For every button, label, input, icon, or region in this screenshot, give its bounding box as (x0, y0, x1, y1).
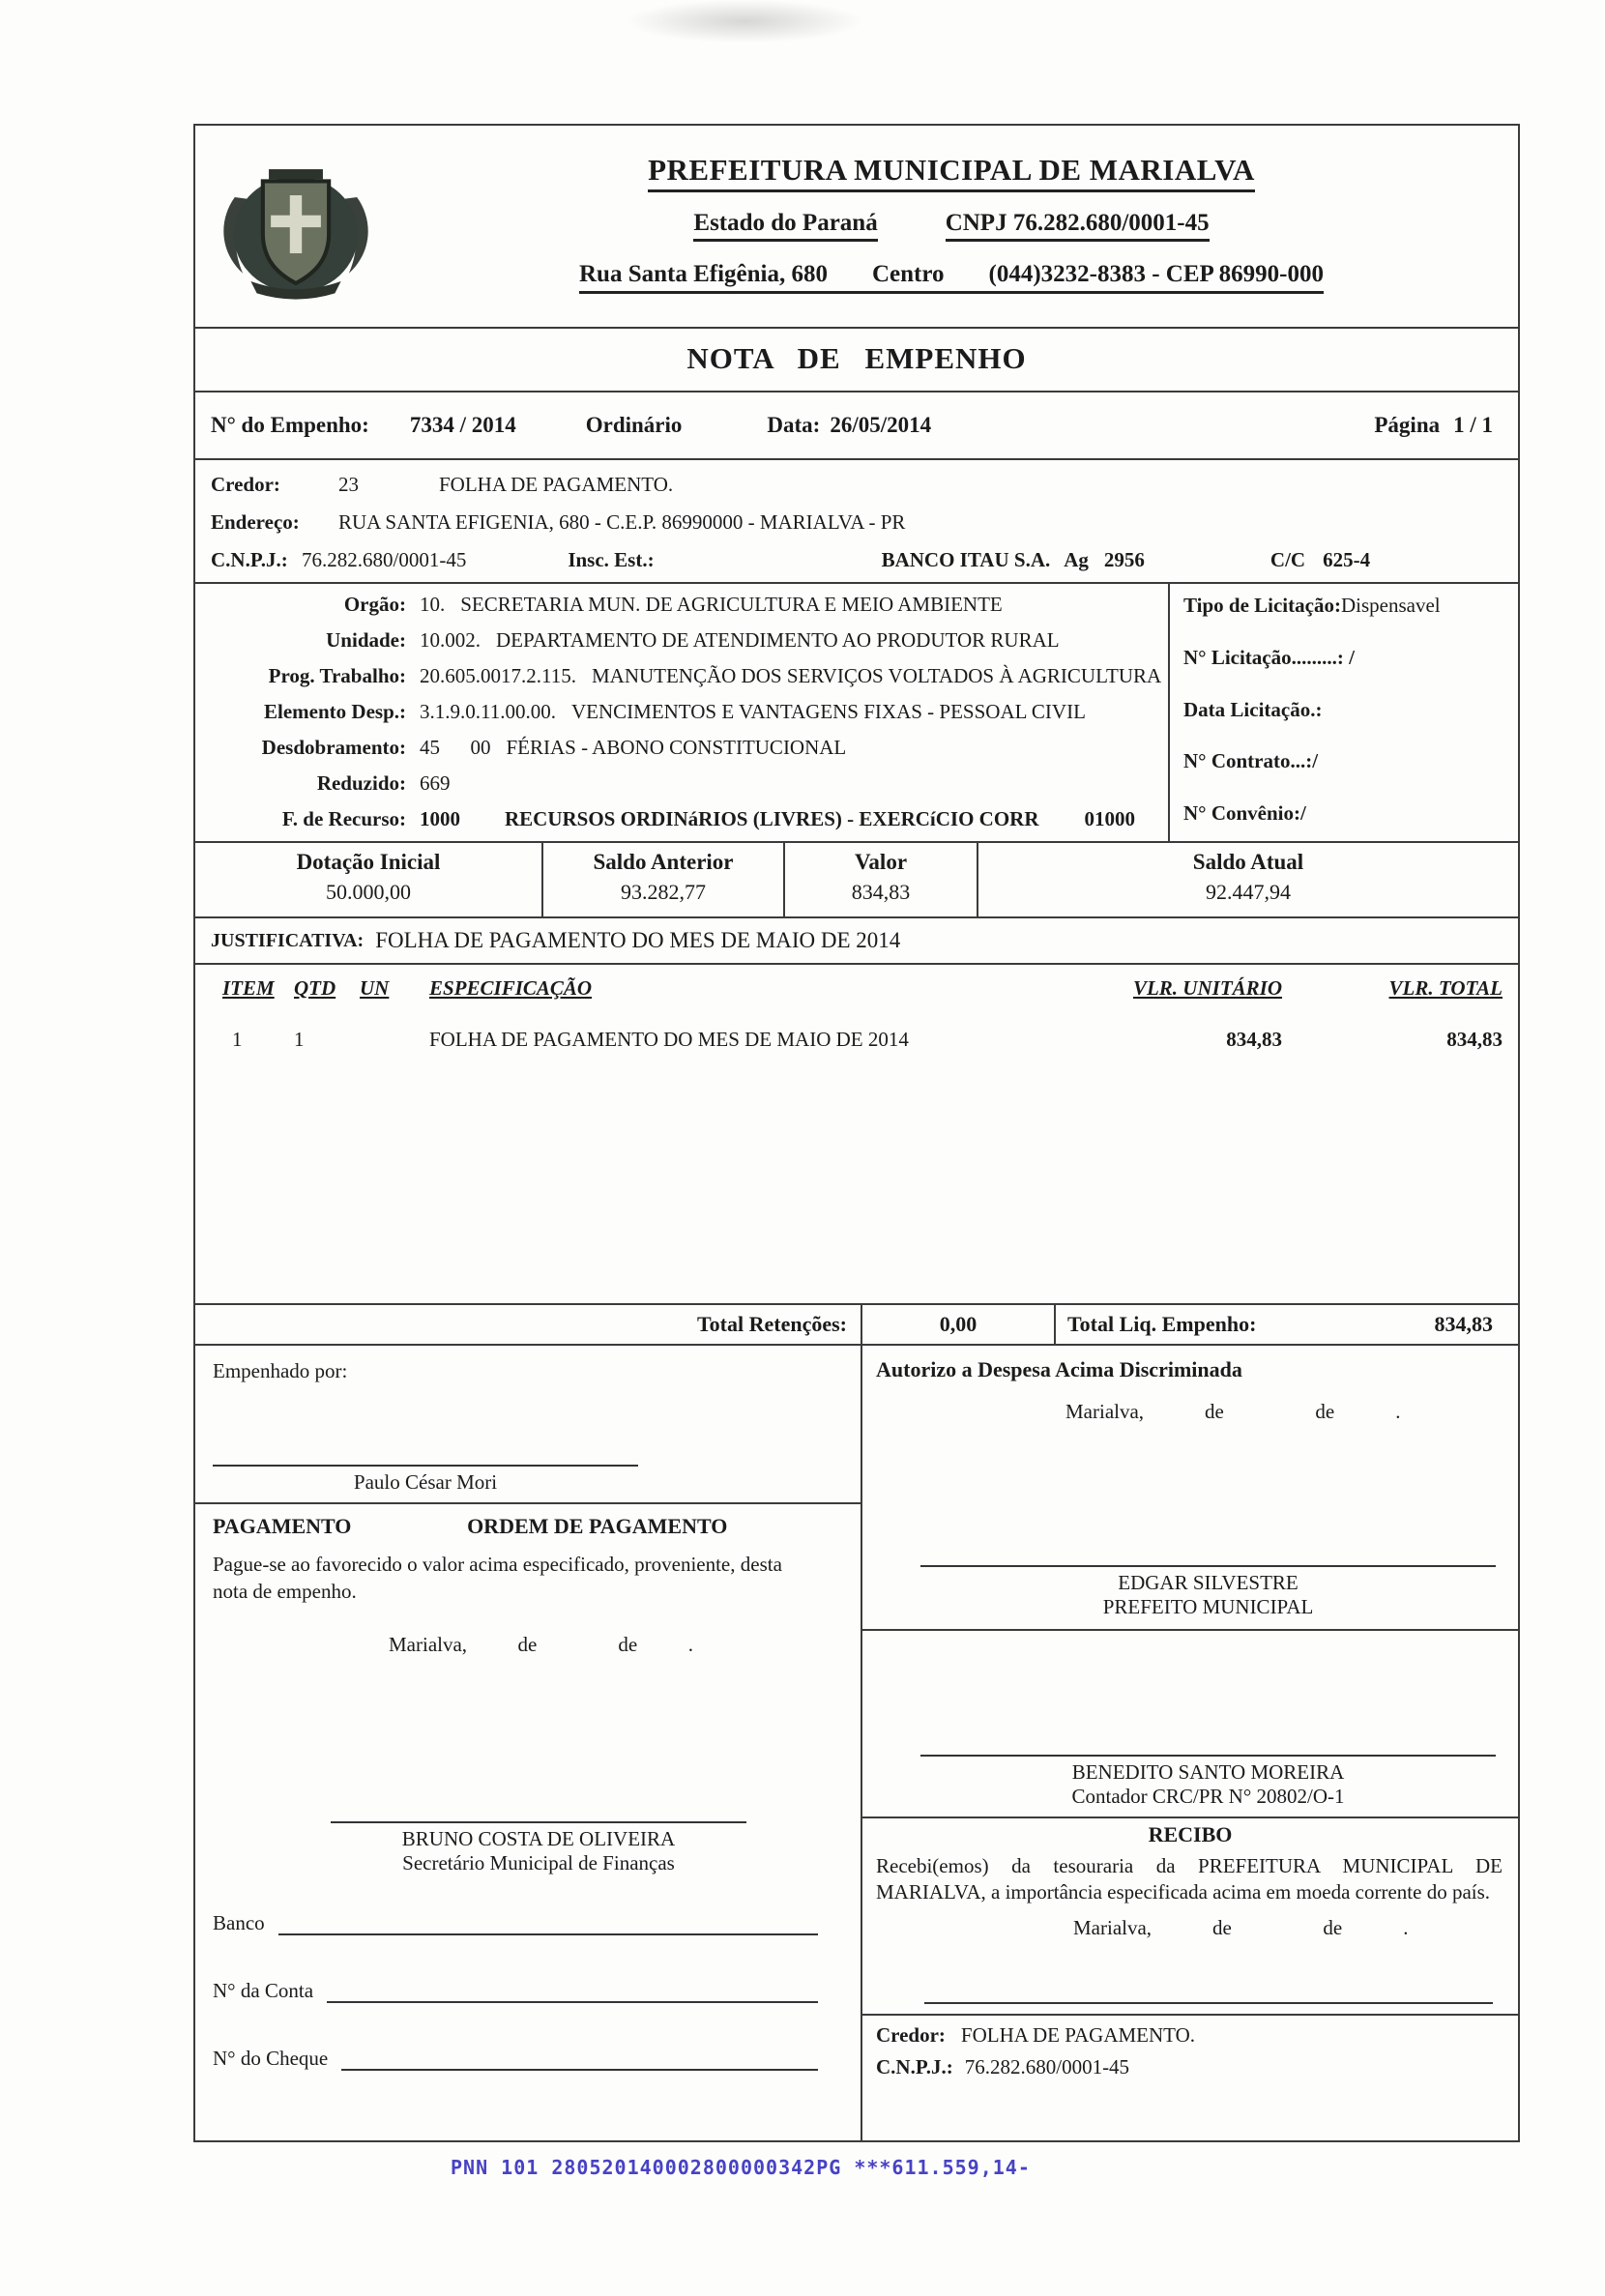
budget-row-orgao (195, 587, 1168, 623)
recibo-cnpj-value: 76.282.680/0001-45 (964, 2054, 1130, 2078)
empenho-number-label: N° do Empenho: (211, 413, 369, 437)
dot-matrix-footer-code: PNN 101 280520140002800000342PG ***611.559,14- (451, 2156, 1031, 2179)
bank-name: BANCO ITAU S.A. (881, 548, 1051, 571)
org-state: Estado do Paraná (693, 210, 877, 242)
fonte-recurso-extra-code: 01000 (1084, 807, 1135, 830)
accountant-role: Contador CRC/PR N° 20802/O-1 (1071, 1785, 1345, 1808)
conta-field (213, 1976, 818, 2003)
budget-row-elemento (195, 694, 1168, 730)
recibo-text: Recebi(emos) da tesouraria da PREFEITURA MUNICIPAL DE MARIALVA, a importância especificada acima em moeda corrente do país. (876, 1854, 1503, 1904)
item-un (360, 1028, 429, 1052)
orgao-desc: SECRETARIA MUN. DE AGRICULTURA E MEIO AMBIENTE (460, 593, 1003, 616)
creditor-cnpj-row (195, 541, 1518, 579)
left-city-date-line: Marialva, de de . (389, 1632, 693, 1656)
autorizo-city-date-line: Marialva, de de . (1065, 1400, 1401, 1423)
page-label: Página (1374, 413, 1441, 437)
autorizo-title: Autorizo a Despesa Acima Discriminada (876, 1357, 1242, 1381)
agency-number: 2956 (1103, 548, 1145, 571)
budget-section (195, 584, 1518, 843)
budget-row-unidade (195, 623, 1168, 658)
justificativa-text: FOLHA DE PAGAMENTO DO MES DE MAIO DE 2014 (375, 928, 901, 952)
org-district: Centro (871, 261, 945, 287)
recibo-creditor-block (862, 2016, 1518, 2079)
prog-trabalho-label: Prog. Trabalho: (268, 664, 406, 687)
total-liq-cell (1056, 1305, 1518, 1344)
dotacao-inicial-header: Dotação Inicial (296, 850, 441, 874)
org-phone-cep: (044)3232-8383 - CEP 86990-000 (988, 261, 1324, 287)
licitacao-tipo-label: Tipo de Licitação: (1183, 594, 1341, 617)
right-signatures-panel (862, 1346, 1518, 2140)
saldo-anterior-header: Saldo Anterior (593, 850, 734, 874)
fonte-recurso-desc: RECURSOS ORDINáRIOS (LIVRES) - EXERCíCIO CORR (505, 807, 1039, 830)
unidade-desc: DEPARTAMENTO DE ATENDIMENTO AO PRODUTOR RURAL (496, 628, 1060, 652)
licitacao-panel (1170, 584, 1518, 841)
item-espec: FOLHA DE PAGAMENTO DO MES DE MAIO DE 2014 (429, 1028, 909, 1051)
values-table (195, 843, 1518, 918)
creditor-label: Credor: (211, 473, 280, 496)
recibo-creditor-label: Credor: (876, 2022, 946, 2047)
saldo-anterior-cell (543, 843, 785, 916)
creditor-row (195, 466, 1518, 504)
nota-de-empenho-document (193, 124, 1520, 2142)
contrato-numero: N° Contrato...:/ (1183, 749, 1319, 773)
item-col-header: ITEM (222, 976, 275, 1000)
cheque-field (213, 2044, 818, 2071)
unidade-label: Unidade: (326, 628, 406, 652)
crest-icon (211, 139, 381, 309)
org-address-line (579, 261, 1324, 294)
fonte-recurso-label: F. de Recurso: (281, 807, 406, 830)
valor-header: Valor (854, 850, 908, 874)
reduzido-label: Reduzido: (316, 771, 406, 795)
org-name: PREFEITURA MUNICIPAL DE MARIALVA (648, 153, 1255, 192)
header-text-block (385, 126, 1518, 327)
account-number: 625-4 (1323, 548, 1371, 571)
convenio-numero: N° Convênio:/ (1183, 801, 1306, 825)
scan-artifact (628, 0, 861, 43)
desdobramento-code: 45 00 (420, 736, 491, 759)
mayor-role: PREFEITO MUNICIPAL (1102, 1595, 1314, 1618)
cheque-label: N° do Cheque (213, 2046, 329, 2070)
item-number: 1 (232, 1028, 243, 1051)
un-col-header: UN (360, 976, 390, 1000)
ordem-pagamento-text: Pague-se ao favorecido o valor acima especificado, proveniente, desta nota de empenho. (213, 1553, 782, 1604)
dotacao-inicial-value: 50.000,00 (326, 880, 411, 904)
conta-label: N° da Conta (213, 1978, 314, 2002)
divider (862, 1629, 1518, 1631)
empenhado-por-label: Empenhado por: (213, 1359, 348, 1382)
total-retencoes-label: Total Retenções: (195, 1305, 862, 1344)
desdobramento-desc: FÉRIAS - ABONO CONSTITUCIONAL (506, 736, 847, 759)
creditor-name: FOLHA DE PAGAMENTO. (439, 473, 674, 496)
prog-trabalho-desc: MANUTENÇÃO DOS SERVIÇOS VOLTADOS À AGRICULTURA (591, 664, 1162, 687)
signature-line-recibo (924, 2002, 1493, 2004)
licitacao-numero: N° Licitação.........: / (1183, 645, 1355, 669)
conta-blank-line (327, 1980, 818, 2003)
items-table (195, 965, 1518, 1305)
items-header-row (195, 976, 1518, 1001)
address-label: Endereço: (211, 510, 300, 534)
recibo-cnpj-label: C.N.P.J.: (876, 2054, 953, 2078)
budget-row-fonte-recurso (195, 801, 1168, 837)
item-vlr-unitario: 834,83 (1226, 1028, 1282, 1051)
org-street: Rua Santa Efigênia, 680 (578, 261, 828, 287)
espec-col-header: ESPECIFICAÇÃO (429, 976, 593, 1000)
budget-row-reduzido (195, 766, 1168, 801)
municipal-crest-logo (211, 139, 381, 309)
empenhado-signer-name: Paulo César Mori (353, 1470, 498, 1494)
org-cnpj: CNPJ 76.282.680/0001-45 (946, 210, 1210, 242)
item-qtd: 1 (294, 1028, 305, 1051)
accountant-name: BENEDITO SANTO MOREIRA (1071, 1760, 1345, 1784)
saldo-atual-cell (978, 843, 1518, 916)
elemento-label: Elemento Desp.: (264, 700, 406, 723)
total-liq-label: Total Liq. Empenho: (1067, 1312, 1257, 1336)
empenho-type: Ordinário (585, 413, 683, 437)
totals-row (195, 1305, 1518, 1346)
creditor-section (195, 460, 1518, 584)
signatures-section (195, 1346, 1518, 2140)
budget-row-prog-trabalho (195, 658, 1168, 694)
budget-row-desdobramento (195, 730, 1168, 766)
dotacao-inicial-cell (195, 843, 543, 916)
left-signatures-panel (195, 1346, 862, 2140)
creditor-cnpj: 76.282.680/0001-45 (302, 548, 467, 571)
licitacao-tipo-row (1183, 594, 1504, 618)
banco-label: Banco (213, 1910, 265, 1934)
document-title: NOTA DE EMPENHO (195, 329, 1518, 392)
org-state-cnpj-line (385, 210, 1518, 242)
insc-est-label: Insc. Est.: (568, 548, 655, 571)
elemento-desc: VENCIMENTOS E VANTAGENS FIXAS - PESSOAL CIVIL (570, 700, 1086, 723)
recibo-creditor-name: FOLHA DE PAGAMENTO. (960, 2022, 1196, 2047)
finance-secretary-name: BRUNO COSTA DE OLIVEIRA (401, 1826, 676, 1850)
recibo-title: RECIBO (1148, 1822, 1233, 1846)
licitacao-tipo-value: Dispensavel (1340, 594, 1441, 617)
pagamento-header-row (195, 1504, 861, 1539)
unidade-code: 10.002. (420, 628, 481, 652)
empenho-date: 26/05/2014 (830, 413, 932, 437)
qtd-col-header: QTD (294, 976, 336, 1000)
account-label: C/C (1269, 548, 1306, 571)
saldo-atual-header: Saldo Atual (1192, 850, 1304, 874)
elemento-code: 3.1.9.0.11.00.00. (420, 700, 556, 723)
saldo-atual-value: 92.447,94 (1206, 880, 1291, 904)
justificativa-label: JUSTIFICATIVA: (211, 929, 365, 951)
total-retencoes-value: 0,00 (862, 1305, 1056, 1344)
vlr-unitario-col-header: VLR. UNITÁRIO (1132, 976, 1282, 1000)
banco-field (213, 1908, 818, 1935)
fonte-recurso-code: 1000 (420, 807, 460, 830)
agency-label: Ag (1064, 548, 1089, 571)
ordem-pagamento-title: ORDEM DE PAGAMENTO (467, 1514, 728, 1538)
empenho-number: 7334 / 2014 (409, 413, 516, 437)
cnpj-label: C.N.P.J.: (211, 548, 288, 571)
valor-cell (785, 843, 978, 916)
orgao-label: Orgão: (343, 593, 406, 616)
page-number: 1 / 1 (1453, 413, 1493, 437)
justificativa-row (195, 918, 1518, 965)
cheque-blank-line (341, 2048, 818, 2071)
orgao-code: 10. (420, 593, 446, 616)
item-vlr-total: 834,83 (1446, 1028, 1503, 1051)
prog-trabalho-code: 20.605.0017.2.115. (420, 664, 576, 687)
vlr-total-col-header: VLR. TOTAL (1388, 976, 1503, 1000)
mayor-name: EDGAR SILVESTRE (1118, 1571, 1299, 1594)
saldo-anterior-value: 93.282,77 (621, 880, 706, 904)
empenho-header-row (195, 392, 1518, 460)
creditor-address: RUA SANTA EFIGENIA, 680 - C.E.P. 86990000 - MARIALVA - PR (338, 510, 906, 534)
total-liq-value: 834,83 (1434, 1312, 1493, 1336)
banco-blank-line (278, 1912, 818, 1935)
reduzido-code: 669 (420, 771, 451, 795)
document-header (195, 126, 1518, 329)
desdobramento-label: Desdobramento: (261, 736, 406, 759)
recibo-city-date-line: Marialva, de de . (1073, 1915, 1409, 1939)
empenho-date-label: Data: (767, 413, 821, 437)
pagamento-title: PAGAMENTO (213, 1514, 352, 1538)
licitacao-data: Data Licitação.: (1183, 697, 1323, 721)
budget-classification (195, 584, 1170, 841)
creditor-address-row (195, 504, 1518, 541)
creditor-code: 23 (338, 473, 359, 496)
finance-secretary-role: Secretário Municipal de Finanças (402, 1850, 675, 1875)
item-row (195, 1028, 1518, 1052)
valor-value: 834,83 (851, 880, 911, 904)
